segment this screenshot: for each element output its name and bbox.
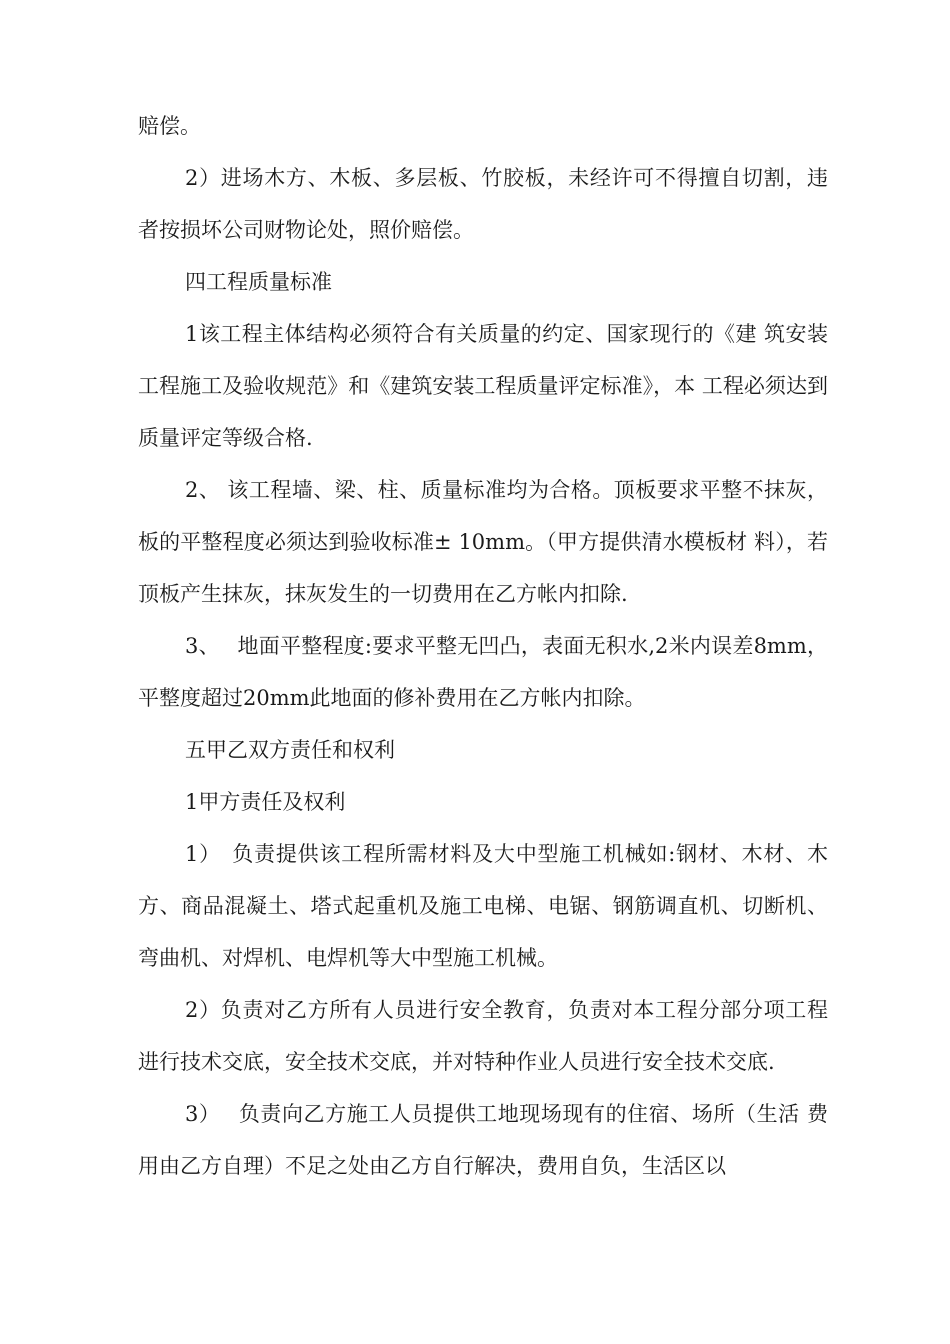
section-heading-quality-standard: 四工程质量标准 xyxy=(185,270,332,294)
paragraph-continuation: 赔偿。 xyxy=(138,114,201,138)
paragraph-party-a-3: 3） 负责向乙方施工人员提供工地现场现有的住宿、场所（生活 费用由乙方自理）不足之处由乙方自行解决，费用自负，生活区以 xyxy=(138,1102,828,1178)
paragraph-quality-2: 2、 该工程墙、梁、柱、质量标准均为合格。顶板要求平整不抹灰，板的平整程度必须达到验收标准± 10mm。（甲方提供清水模板材 料），若顶板产生抹灰，抹灰发生的一切费用在乙方帐内扣除. xyxy=(138,478,828,606)
paragraph-party-a-2: 2）负责对乙方所有人员进行安全教育，负责对本工程分部分项工程进行技术交底，安全技术交底，并对特种作业人员进行安全技术交底. xyxy=(138,998,828,1074)
paragraph-party-a-1: 1） 负责提供该工程所需材料及大中型施工机械如:钢材、木材、木方、商品混凝土、塔式起重机及施工电梯、电锯、钢筋调直机、切断机、弯曲机、对焊机、电焊机等大中型施工机械。 xyxy=(138,842,828,970)
paragraph-quality-1: 1该工程主体结构必须符合有关质量的约定、国家现行的《建 筑安装工程施工及验收规范》和《建筑安装工程质量评定标准》，本 工程必须达到质量评定等级合格. xyxy=(138,322,828,450)
subsection-heading-party-a: 1甲方责任及权利 xyxy=(185,790,346,814)
paragraph-item-2-materials: 2）进场木方、木板、多层板、竹胶板，未经许可不得擅自切割，违者按损坏公司财物论处，照价赔偿。 xyxy=(138,166,828,242)
paragraph-quality-3: 3、 地面平整程度:要求平整无凹凸，表面无积水,2米内误差8mm， 平整度超过20mm此地面的修补费用在乙方帐内扣除。 xyxy=(138,634,828,710)
section-heading-responsibilities: 五甲乙双方责任和权利 xyxy=(185,738,395,762)
document-body xyxy=(138,100,828,1192)
